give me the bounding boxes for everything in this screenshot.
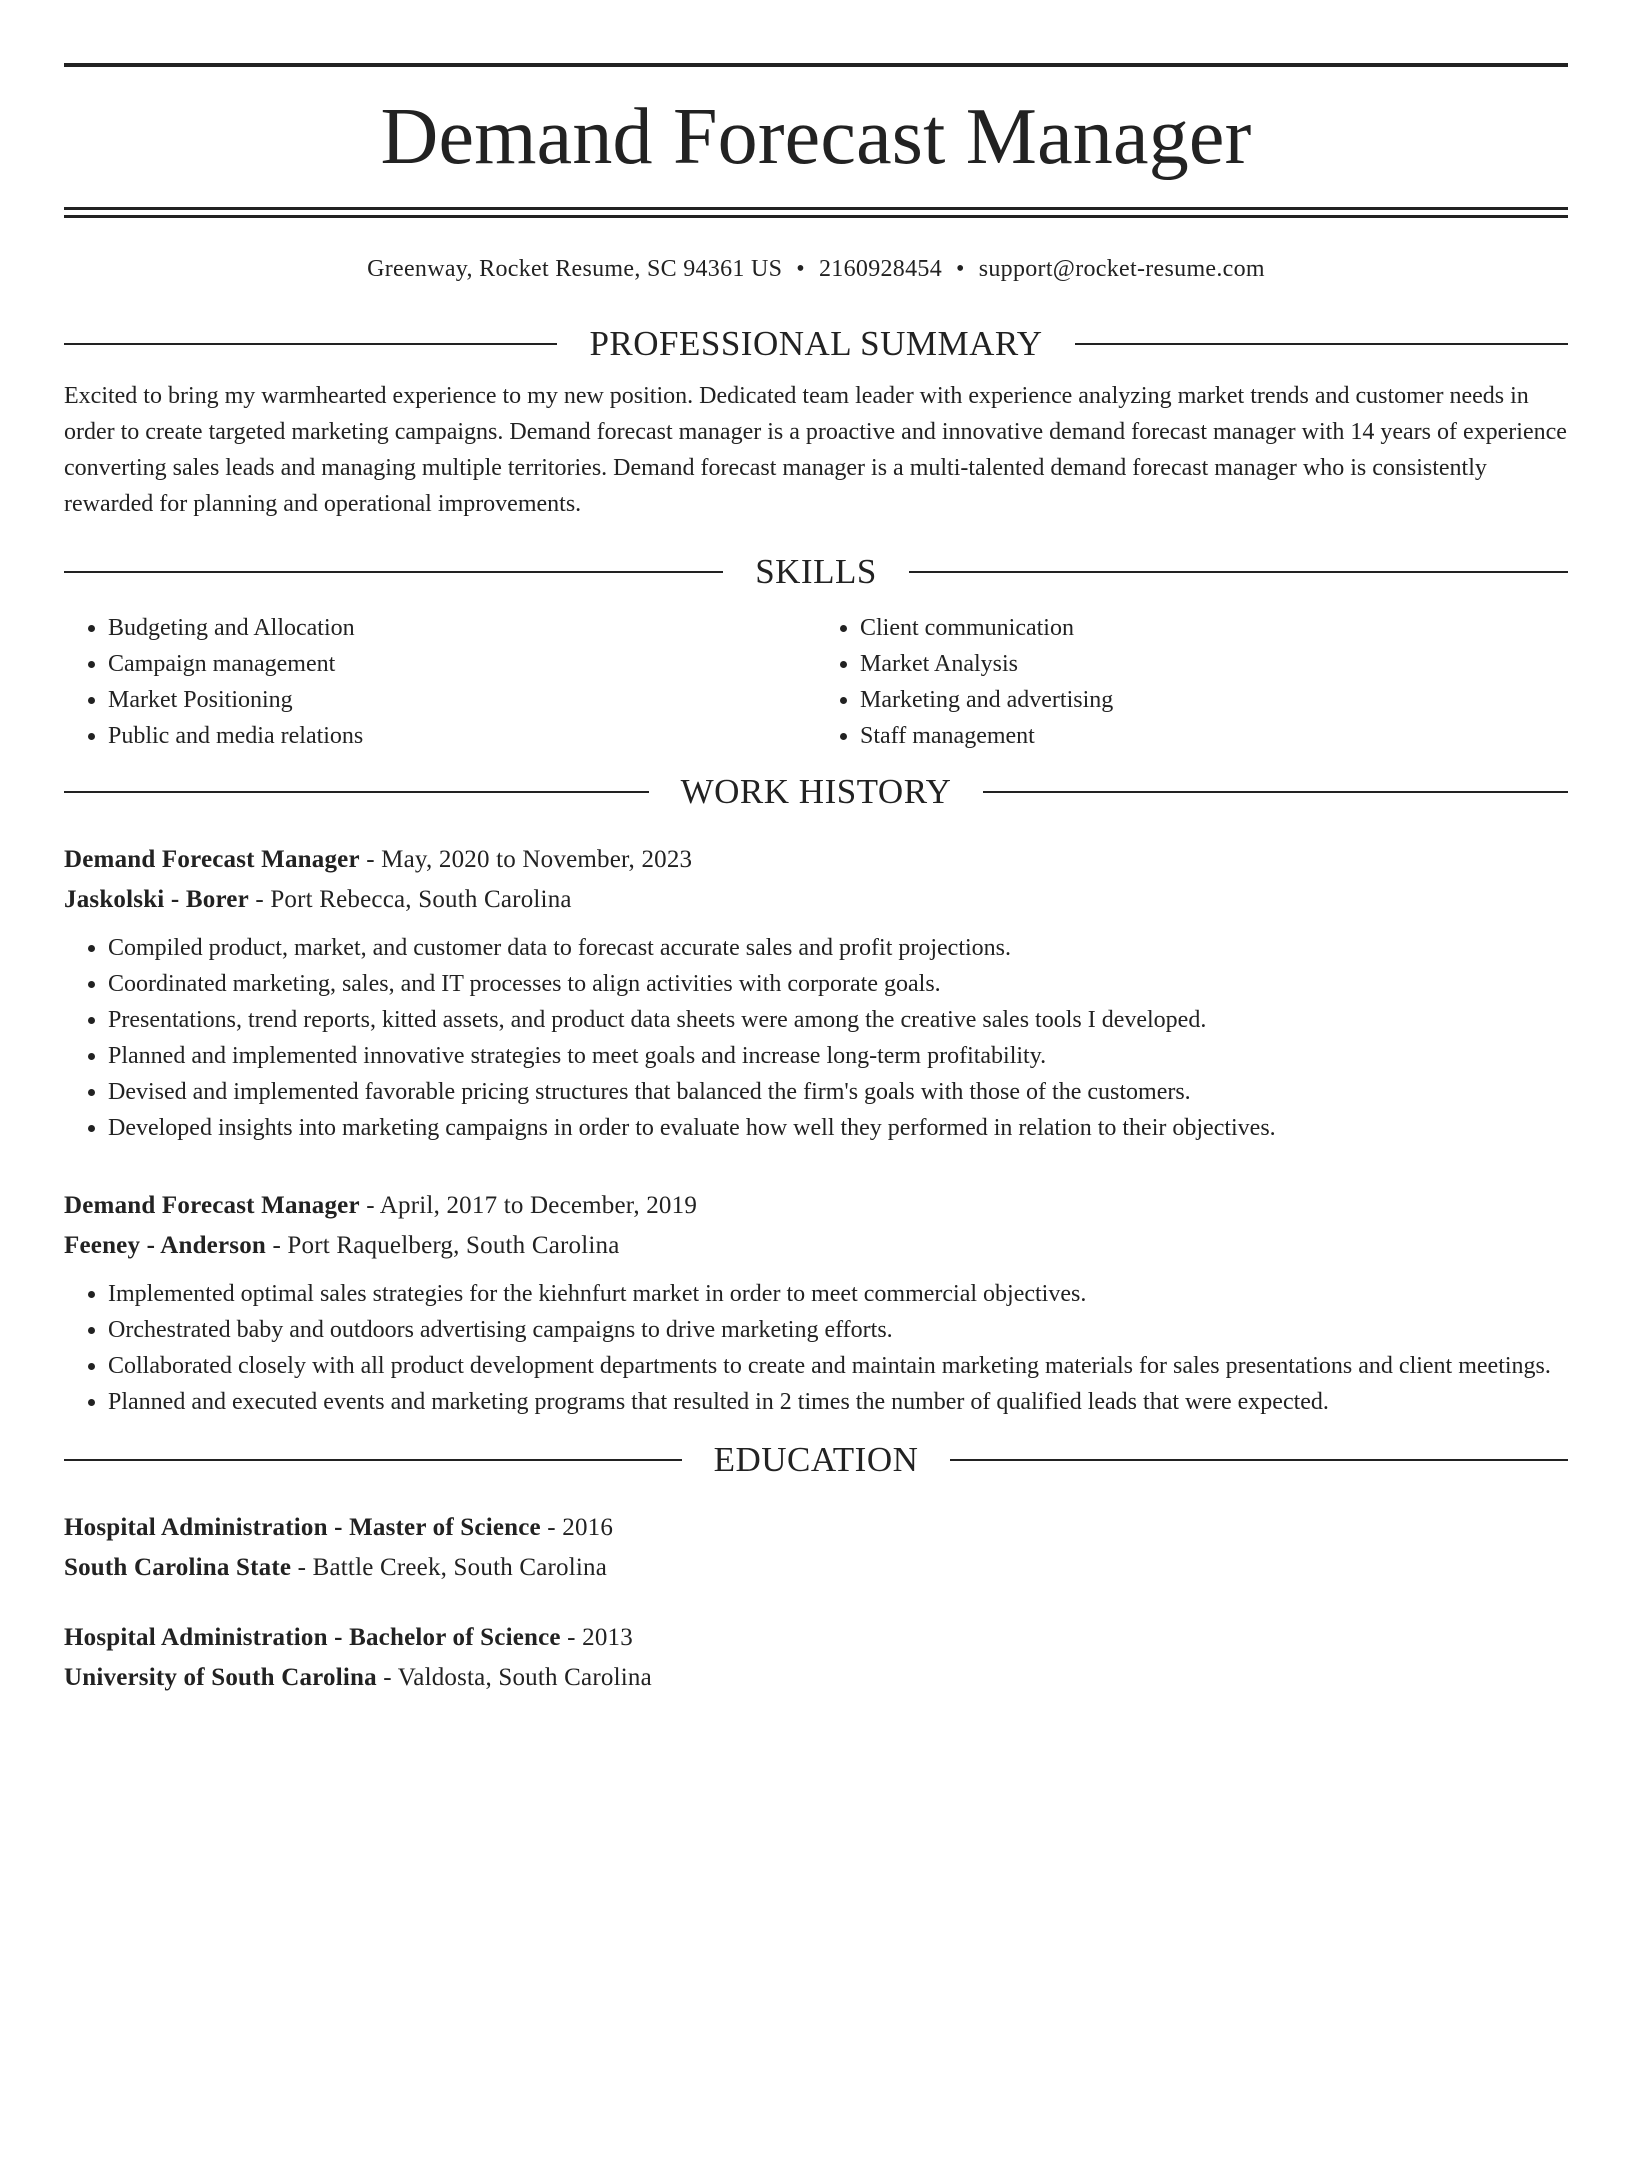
- summary-heading-label: PROFESSIONAL SUMMARY: [589, 324, 1043, 363]
- job-company-line: [64, 1226, 1568, 1266]
- job-company: Feeney - Anderson: [64, 1232, 266, 1259]
- summary-text: Excited to bring my warmhearted experience to my new position. Dedicated team leader with experience analyzing market trends and customer needs in order to create targeted marketing campaigns. Demand forecast manager is a proactive and innovative demand forecast manager with 14 years of experience converting sales leads and managing multiple territories. Demand forecast manager is a multi-talented demand forecast manager who is consistently rewarded for planning and operational improvements.: [64, 383, 1567, 517]
- contact-phone: 2160928454: [819, 256, 942, 282]
- skill-item: • Public and media relations: [108, 718, 816, 754]
- heading-rule-left: [64, 1459, 682, 1461]
- skills-column-right: [816, 610, 1568, 754]
- education-degree: Hospital Administration - Bachelor of Science: [64, 1624, 561, 1651]
- job-bullet: • Coordinated marketing, sales, and IT processes to align activities with corporate goals.: [108, 966, 1568, 1002]
- contact-line: [64, 254, 1568, 284]
- skill-item: • Campaign management: [108, 646, 816, 682]
- skill-item: • Budgeting and Allocation: [108, 610, 816, 646]
- skill-item: • Market Analysis: [860, 646, 1568, 682]
- job-dates: - April, 2017 to December, 2019: [359, 1192, 698, 1219]
- job-title: Demand Forecast Manager: [64, 1192, 360, 1219]
- education-school: South Carolina State: [64, 1554, 292, 1581]
- top-divider: [64, 63, 1568, 67]
- job-title: Demand Forecast Manager: [64, 846, 360, 873]
- job-company: Jaskolski - Borer: [64, 886, 249, 913]
- job-bullet: • Developed insights into marketing campaigns in order to evaluate how well they performed in relation to their objectives.: [108, 1110, 1568, 1146]
- page-title: Demand Forecast Manager: [380, 93, 1252, 181]
- education-school: University of South Carolina: [64, 1664, 377, 1691]
- skills-heading-label: SKILLS: [755, 552, 877, 591]
- skill-item: • Market Positioning: [108, 682, 816, 718]
- job-title-line: [64, 840, 1568, 880]
- education-degree-line: [64, 1508, 1568, 1548]
- job-bullet: • Planned and implemented innovative strategies to meet goals and increase long-term profitability.: [108, 1038, 1568, 1074]
- job-bullet: • Planned and executed events and marketing programs that resulted in 2 times the number of qualified leads that were expected.: [108, 1384, 1568, 1420]
- heading-rule-left: [64, 571, 723, 573]
- education-degree: Hospital Administration - Master of Science: [64, 1514, 541, 1541]
- job-bullet: • Orchestrated baby and outdoors advertising campaigns to drive marketing efforts.: [108, 1312, 1568, 1348]
- education-entry: [64, 1508, 1568, 1588]
- job-entry: [64, 1186, 1568, 1420]
- resume-page: [0, 63, 1632, 2175]
- contact-separator: •: [956, 256, 965, 282]
- contact-address: Greenway, Rocket Resume, SC 94361 US: [367, 256, 783, 282]
- job-bullet: • Presentations, trend reports, kitted assets, and product data sheets were among the creative sales tools I developed.: [108, 1002, 1568, 1038]
- job-bullet: • Implemented optimal sales strategies for the kiehnfurt market in order to meet commercial objectives.: [108, 1276, 1568, 1312]
- summary-heading: [64, 324, 1568, 364]
- job-entry: [64, 840, 1568, 1146]
- job-bullet: • Collaborated closely with all product development departments to create and maintain marketing materials for sales presentations and client meetings.: [108, 1348, 1568, 1384]
- contact-separator: •: [796, 256, 805, 282]
- education-heading: [64, 1440, 1568, 1480]
- work-history-heading: [64, 772, 1568, 812]
- job-bullet: • Devised and implemented favorable pricing structures that balanced the firm's goals with those of the customers.: [108, 1074, 1568, 1110]
- heading-rule-right: [983, 791, 1568, 793]
- education-entry: [64, 1618, 1568, 1698]
- contact-email: support@rocket-resume.com: [978, 256, 1265, 282]
- job-bullets: [64, 930, 1568, 1146]
- job-location: - Port Rebecca, South Carolina: [248, 886, 572, 913]
- job-title-line: [64, 1186, 1568, 1226]
- skills-heading: [64, 552, 1568, 592]
- education-location: - Valdosta, South Carolina: [376, 1664, 652, 1691]
- heading-rule-right: [909, 571, 1568, 573]
- skill-item: • Client communication: [860, 610, 1568, 646]
- job-dates: - May, 2020 to November, 2023: [359, 846, 693, 873]
- heading-rule-left: [64, 343, 557, 345]
- title-double-divider: [64, 207, 1568, 218]
- heading-rule-right: [950, 1459, 1568, 1461]
- skills-list: [64, 610, 1568, 754]
- job-company-line: [64, 880, 1568, 920]
- skill-item: • Marketing and advertising: [860, 682, 1568, 718]
- heading-rule-right: [1075, 343, 1568, 345]
- job-location: - Port Raquelberg, South Carolina: [266, 1232, 620, 1259]
- education-year: - 2016: [540, 1514, 614, 1541]
- education-school-line: [64, 1658, 1568, 1698]
- education-degree-line: [64, 1618, 1568, 1658]
- education-location: - Battle Creek, South Carolina: [291, 1554, 608, 1581]
- job-bullets: [64, 1276, 1568, 1420]
- skill-item: • Staff management: [860, 718, 1568, 754]
- heading-rule-left: [64, 791, 649, 793]
- skills-column-left: [64, 610, 816, 754]
- education-school-line: [64, 1548, 1568, 1588]
- education-year: - 2013: [560, 1624, 633, 1651]
- work-history-heading-label: WORK HISTORY: [680, 772, 952, 811]
- job-bullet: • Compiled product, market, and customer data to forecast accurate sales and profit projections.: [108, 930, 1568, 966]
- education-heading-label: EDUCATION: [713, 1440, 919, 1479]
